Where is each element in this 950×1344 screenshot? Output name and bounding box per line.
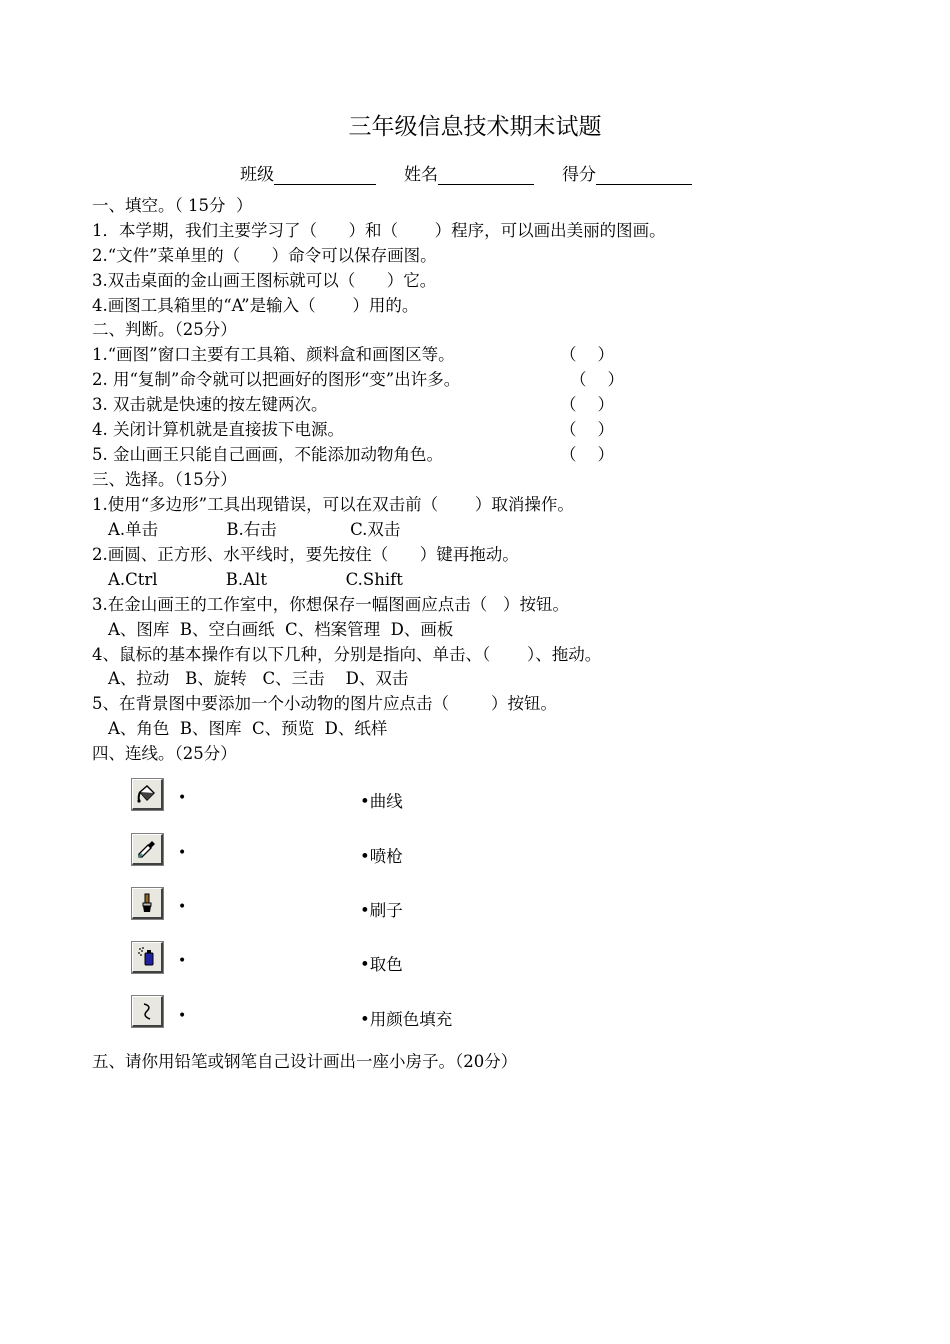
score-blank <box>596 166 692 185</box>
class-blank <box>274 166 376 185</box>
choice-options-2: A.Ctrl B.Alt C.Shift <box>108 570 403 589</box>
section3-heading: 三、选择。（15分） <box>92 470 237 489</box>
choice-question-3: 3.在金山画王的工作室中，你想保存一幅图画应点击（ ）按钮。 <box>92 595 569 614</box>
choice-question-2: 2.画圆、正方形、水平线时，要先按住（ ）键再拖动。 <box>92 545 519 564</box>
choice-options-4: A、拉动 B、旋转 C、三击 D、双击 <box>108 669 409 688</box>
match-label-1: •曲线 <box>360 792 403 811</box>
paint-bucket-icon <box>132 779 163 810</box>
match-label-2: •喷枪 <box>360 847 403 866</box>
choice-question-4: 4、鼠标的基本操作有以下几种，分别是指向、单击、（ ）、拖动。 <box>92 645 602 664</box>
match-label-5: •用颜色填充 <box>360 1010 453 1029</box>
student-info-row <box>240 160 720 185</box>
section5-heading: 五、请你用铅笔或钢笔自己设计画出一座小房子。（20分） <box>92 1052 518 1071</box>
judge-question-2: 2. 用“复制”命令就可以把画好的图形“变”出许多。 <box>92 370 461 389</box>
choice-question-1: 1.使用“多边形”工具出现错误，可以在双击前（ ）取消操作。 <box>92 495 574 514</box>
fill-question-3: 3.双击桌面的金山画王图标就可以（ ）它。 <box>92 271 437 290</box>
match-dot-left-1: • <box>178 790 187 806</box>
judge-mark-1: （ ） <box>560 345 614 364</box>
page-title: 三年级信息技术期末试题 <box>348 114 602 140</box>
class-label: 班级 <box>240 165 274 185</box>
judge-mark-4: （ ） <box>560 420 614 439</box>
judge-mark-5: （ ） <box>560 445 614 464</box>
name-blank <box>438 166 534 185</box>
choice-options-5: A、角色 B、图库 C、预览 D、纸样 <box>108 719 388 738</box>
match-dot-left-5: • <box>178 1008 187 1024</box>
match-dot-left-4: • <box>178 953 187 969</box>
section4-heading: 四、连线。（25分） <box>92 744 237 763</box>
class-field <box>240 160 376 185</box>
match-dot-left-2: • <box>178 845 187 861</box>
judge-mark-3: （ ） <box>560 395 614 414</box>
choice-options-3: A、图库 B、空白画纸 C、档案管理 D、画板 <box>108 620 454 639</box>
section1-heading: 一、填空。（ 15分 ） <box>92 196 253 215</box>
section2-heading: 二、判断。（25分） <box>92 320 237 339</box>
match-label-4: •取色 <box>360 955 403 974</box>
score-label: 得分 <box>562 165 596 185</box>
fill-question-2: 2.“文件”菜单里的（ ）命令可以保存画图。 <box>92 246 437 265</box>
match-dot-left-3: • <box>178 899 187 915</box>
judge-question-4: 4. 关闭计算机就是直接拔下电源。 <box>92 420 344 439</box>
spray-can-icon <box>132 942 163 973</box>
choice-options-1: A.单击 B.右击 C.双击 <box>108 520 401 539</box>
fill-question-1: 1．本学期，我们主要学习了（ ）和（ ）程序，可以画出美丽的图画。 <box>92 221 666 240</box>
curve-icon <box>132 996 163 1027</box>
fill-question-4: 4.画图工具箱里的“A”是输入（ ）用的。 <box>92 296 419 315</box>
brush-icon <box>132 888 163 919</box>
name-label: 姓名 <box>404 165 438 185</box>
choice-question-5: 5、在背景图中要添加一个小动物的图片应点击（ ）按钮。 <box>92 694 557 713</box>
name-field <box>404 160 534 185</box>
score-field <box>562 160 692 185</box>
judge-question-1: 1.“画图”窗口主要有工具箱、颜料盒和画图区等。 <box>92 345 455 364</box>
color-picker-icon <box>132 834 163 865</box>
judge-mark-2: （ ） <box>570 370 624 389</box>
judge-question-3: 3. 双击就是快速的按左键两次。 <box>92 395 328 414</box>
match-label-3: •刷子 <box>360 901 403 920</box>
judge-question-5: 5. 金山画王只能自己画画，不能添加动物角色。 <box>92 445 443 464</box>
